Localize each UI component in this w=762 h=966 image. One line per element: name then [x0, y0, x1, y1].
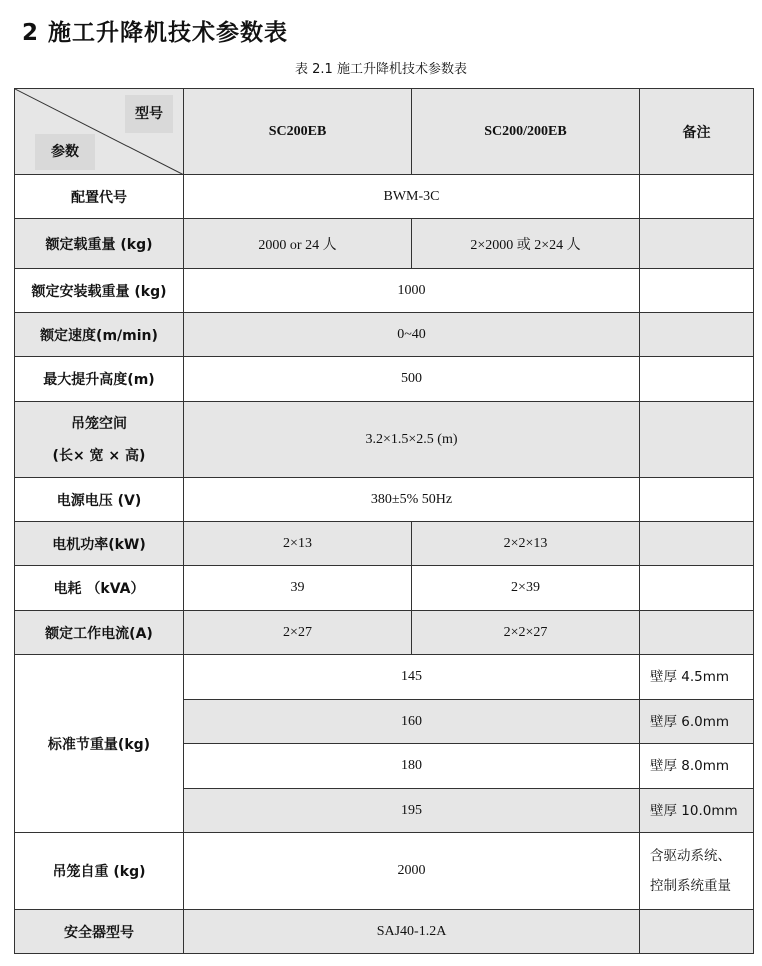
row-label: 吊笼自重 (kg) — [15, 833, 184, 910]
row-value: 2000 — [184, 833, 640, 910]
row-value: 160 — [184, 700, 640, 744]
row-note — [640, 478, 754, 522]
row-value: 180 — [184, 744, 640, 789]
row-note: 壁厚 4.5mm — [640, 655, 754, 700]
row-cage-weight — [15, 833, 754, 910]
row-label: 安全器型号 — [15, 910, 184, 954]
row-label: 额定载重量 (kg) — [15, 219, 184, 269]
row-note — [640, 175, 754, 219]
row-label: 最大提升高度(m) — [15, 357, 184, 402]
row-note: 壁厚 6.0mm — [640, 700, 754, 744]
row-value: 380±5% 50Hz — [184, 478, 640, 522]
spec-table — [14, 88, 754, 954]
row-motor-power — [15, 522, 754, 566]
row-note — [640, 833, 754, 910]
col-header-sc200-200eb: SC200/200EB — [412, 89, 640, 175]
row-value: SAJ40-1.2A — [184, 910, 640, 954]
row-value: 145 — [184, 655, 640, 700]
row-note — [640, 910, 754, 954]
row-note — [640, 357, 754, 402]
row-speed — [15, 313, 754, 357]
row-note: 壁厚 10.0mm — [640, 789, 754, 833]
row-note — [640, 269, 754, 313]
row-value-sc200eb: 2×13 — [184, 522, 412, 566]
row-value: 1000 — [184, 269, 640, 313]
row-label: 电源电压 (V) — [15, 478, 184, 522]
corner-model-label: 型号 — [125, 95, 173, 133]
row-value-sc200-200eb: 2×2×27 — [412, 611, 640, 655]
row-section-weight-1 — [15, 655, 754, 700]
row-label: 额定速度(m/min) — [15, 313, 184, 357]
row-note-line2: 控制系统重量 — [650, 878, 731, 894]
row-note — [640, 566, 754, 611]
row-value: BWM-3C — [184, 175, 640, 219]
row-note-line1: 含驱动系统、 — [650, 848, 731, 864]
row-label: 电机功率(kW) — [15, 522, 184, 566]
row-max-height — [15, 357, 754, 402]
row-label: 额定工作电流(A) — [15, 611, 184, 655]
row-install-load — [15, 269, 754, 313]
col-header-note: 备注 — [640, 89, 754, 175]
row-label: 额定安装载重量 (kg) — [15, 269, 184, 313]
row-config-code — [15, 175, 754, 219]
row-note — [640, 402, 754, 478]
row-value-sc200eb: 2×27 — [184, 611, 412, 655]
row-value-sc200-200eb: 2×39 — [412, 566, 640, 611]
row-note — [640, 219, 754, 269]
row-rated-load — [15, 219, 754, 269]
table-caption: 表 2.1 施工升降机技术参数表 — [295, 62, 467, 77]
row-label — [15, 402, 184, 478]
row-cage-space — [15, 402, 754, 478]
row-note: 壁厚 8.0mm — [640, 744, 754, 789]
row-safety-device — [15, 910, 754, 954]
page-heading: 2 施工升降机技术参数表 — [22, 20, 289, 46]
header-row — [15, 89, 754, 175]
row-note — [640, 611, 754, 655]
corner-cell — [15, 89, 184, 175]
row-value: 195 — [184, 789, 640, 833]
row-value: 0~40 — [184, 313, 640, 357]
row-value-sc200eb: 39 — [184, 566, 412, 611]
row-label: 电耗 （kVA） — [15, 566, 184, 611]
row-note — [640, 522, 754, 566]
row-rated-current — [15, 611, 754, 655]
row-value: 500 — [184, 357, 640, 402]
row-label: 标准节重量(kg) — [15, 655, 184, 833]
row-label-line2: (长× 宽 × 高) — [52, 447, 146, 464]
row-power-voltage — [15, 478, 754, 522]
row-label: 配置代号 — [15, 175, 184, 219]
row-value: 3.2×1.5×2.5 (m) — [184, 402, 640, 478]
col-header-sc200eb: SC200EB — [184, 89, 412, 175]
row-consumption — [15, 566, 754, 611]
row-label-line1: 吊笼空间 — [71, 415, 127, 432]
corner-param-label: 参数 — [35, 134, 95, 170]
row-value-sc200-200eb: 2×2×13 — [412, 522, 640, 566]
row-value-sc200eb: 2000 or 24 人 — [184, 219, 412, 269]
row-value-sc200-200eb: 2×2000 或 2×24 人 — [412, 219, 640, 269]
row-note — [640, 313, 754, 357]
